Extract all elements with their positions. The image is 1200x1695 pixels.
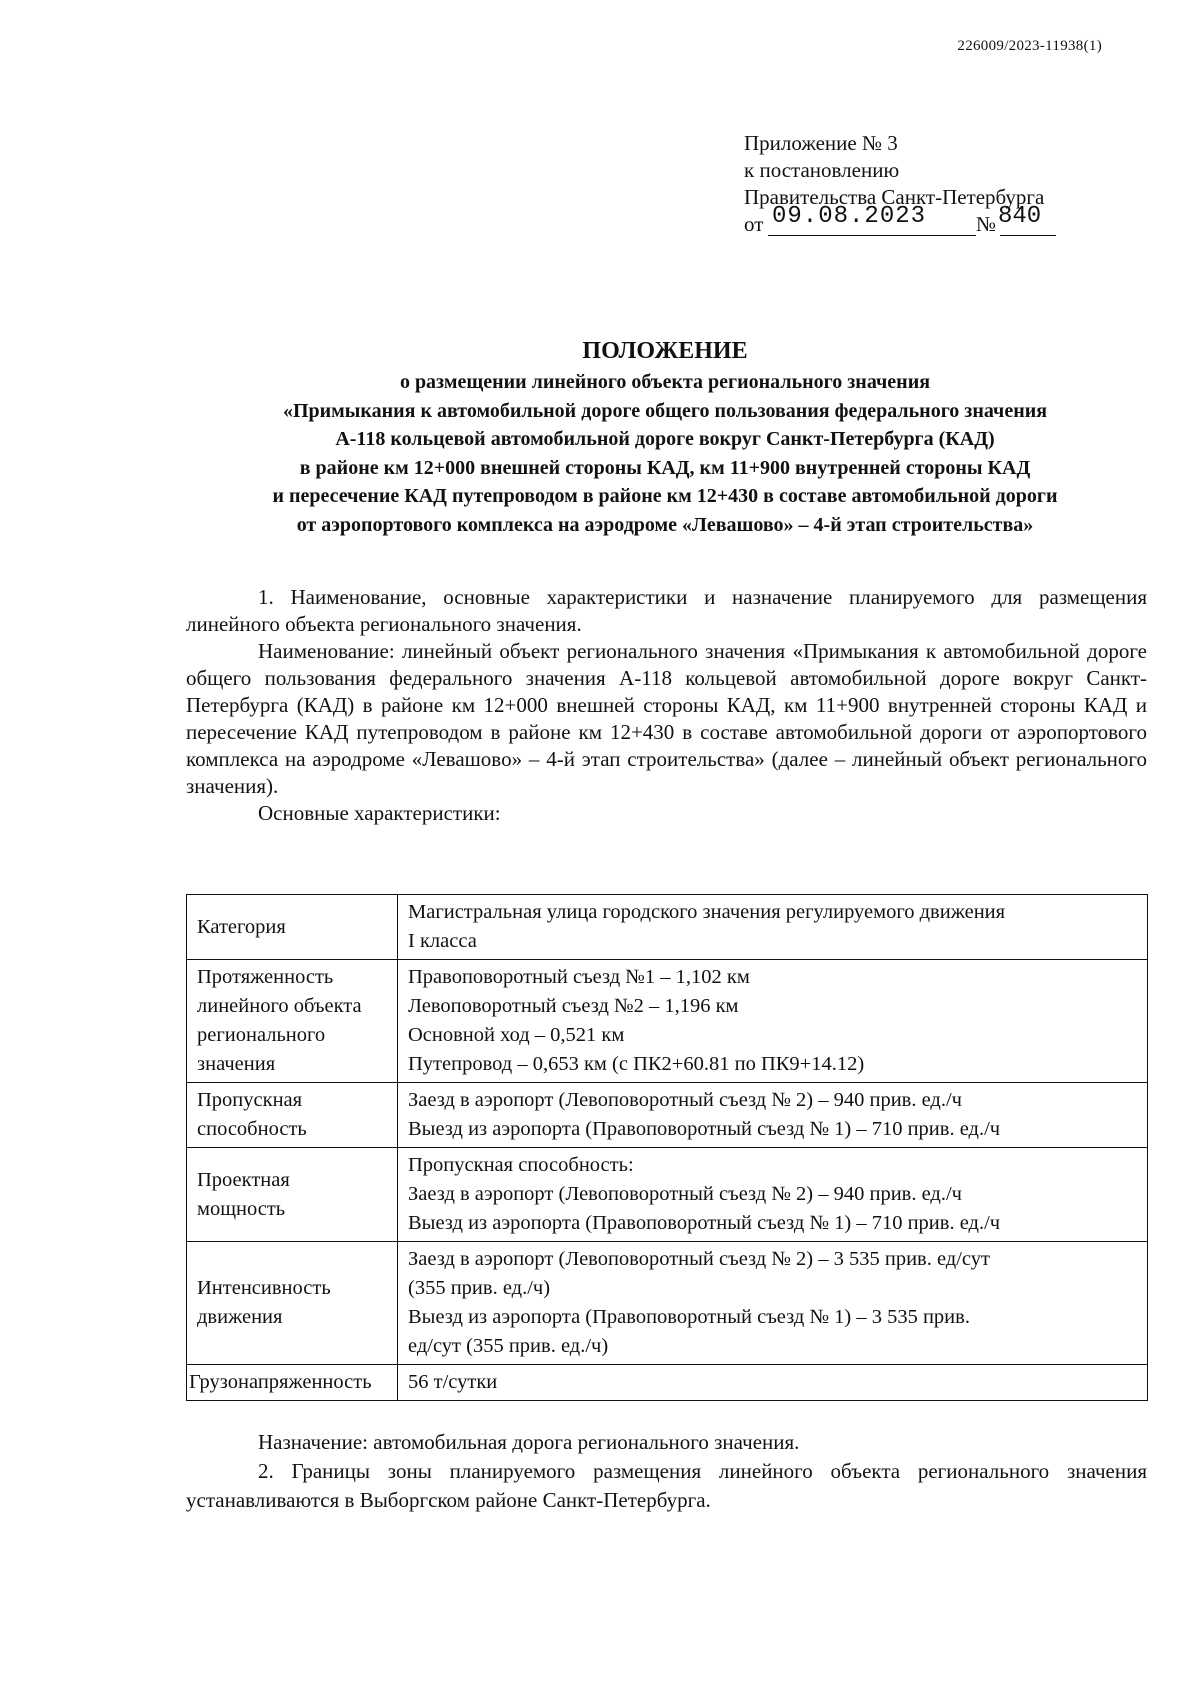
table-cell-value: Правоповоротный съезд №1 – 1,102 км Левоповоротный съезд №2 – 1,196 км Основной ход – 0,521 км Путепровод – 0,653 км (с ПК2+60.81 по ПК9+14.12) [398,960,1148,1083]
title-line: от аэропортового комплекса на аэродроме «Левашово» – 4-й этап строительства» [296,513,1034,536]
table-row [187,1242,1148,1365]
paragraph-characteristics: Основные характеристики: [258,801,501,825]
table-row [187,1365,1148,1401]
title-line: в районе км 12+000 внешней стороны КАД, км 11+900 внутренней стороны КАД [299,456,1031,479]
date-prefix: от [744,212,764,236]
title-line: «Примыкания к автомобильной дороге общего пользования федерального значения [282,399,1048,422]
table-cell-label: Пропускная способность [187,1083,398,1148]
annex-to-resolution: к постановлению [744,158,900,182]
table-cell-value: Пропускная способность: Заезд в аэропорт (Левоповоротный съезд № 2) – 940 прив. ед./ч Выезд из аэропорта (Правоповоротный съезд № 1) – 710 прив. ед./ч [398,1148,1148,1242]
table-cell-label: Проектная мощность [187,1148,398,1242]
characteristics-table [186,894,1148,1401]
table-row [187,1148,1148,1242]
annex-government: Правительства Санкт-Петербурга [744,185,1045,209]
table-cell-value: 56 т/сутки [398,1365,1148,1401]
annex-header [744,130,1044,241]
title-line: и пересечение КАД путепроводом в районе км 12+430 в составе автомобильной дороги [272,485,1058,507]
table-cell-value: Магистральная улица городского значения регулируемого движения I класса [398,895,1148,960]
table-cell-value: Заезд в аэропорт (Левоповоротный съезд № 2) – 940 прив. ед./ч Выезд из аэропорта (Правоповоротный съезд № 1) – 710 прив. ед./ч [398,1083,1148,1148]
table-row [187,1083,1148,1148]
title-line: о размещении линейного объекта регионального значения [399,371,931,393]
document-title: ПОЛОЖЕНИЕ [582,338,748,364]
table-row [187,960,1148,1083]
table-cell-label: Грузонапряженность [187,1365,398,1401]
table-cell-label: Протяженность линейного объекта регионального значения [187,960,398,1083]
number-prefix: № [976,212,997,236]
annex-number: Приложение № 3 [744,131,898,155]
title-line: А-118 кольцевой автомобильной дороге вокруг Санкт-Петербурга (КАД) [335,428,995,450]
boundaries-paragraph: 2. Границы зоны планируемого размещения линейного объекта регионального значения устанавливаются в Выборгском районе Санкт-Петербурга. [186,1459,1147,1512]
purpose-paragraph: Назначение: автомобильная дорога регионального значения. [258,1430,800,1454]
date-underline [768,235,976,236]
annex-date-line [744,203,1044,241]
document-title-block [150,336,1180,539]
table-row [187,895,1148,960]
table-cell-label: Категория [187,895,398,960]
document-body [186,584,1147,827]
table-cell-value: Заезд в аэропорт (Левоповоротный съезд № 2) – 3 535 прив. ед/сут (355 прив. ед./ч) Выезд из аэропорта (Правоповоротный съезд № 1) – 3 535 прив. ед/сут (355 прив. ед./ч) [398,1242,1148,1365]
number-underline [1000,235,1056,236]
resolution-number: 840 [998,203,1042,230]
paragraph-1: 1. Наименование, основные характеристики и назначение планируемого для размещения линейного объекта регионального значения. [186,585,1147,636]
paragraph-name: Наименование: линейный объект регионального значения «Примыкания к автомобильной дороге общего пользования федерального значения А-118 кольцевой автомобильной дороге вокруг Санкт-Петербурга (КАД) в районе км 12+000 внешней стороны КАД, км 11+900 внутренней стороны КАД и пересечение КАД путепроводом в районе км 12+430 в составе автомобильной дороги от аэропортового комплекса на аэродроме «Левашово» – 4-й этап строительства» (далее – линейный объект регионального значения). [186,639,1147,798]
resolution-date: 09.08.2023 [772,203,927,230]
table-cell-label: Интенсивность движения [187,1242,398,1365]
document-id: 226009/2023-11938(1) [957,38,1102,54]
closing-section [186,1428,1147,1515]
